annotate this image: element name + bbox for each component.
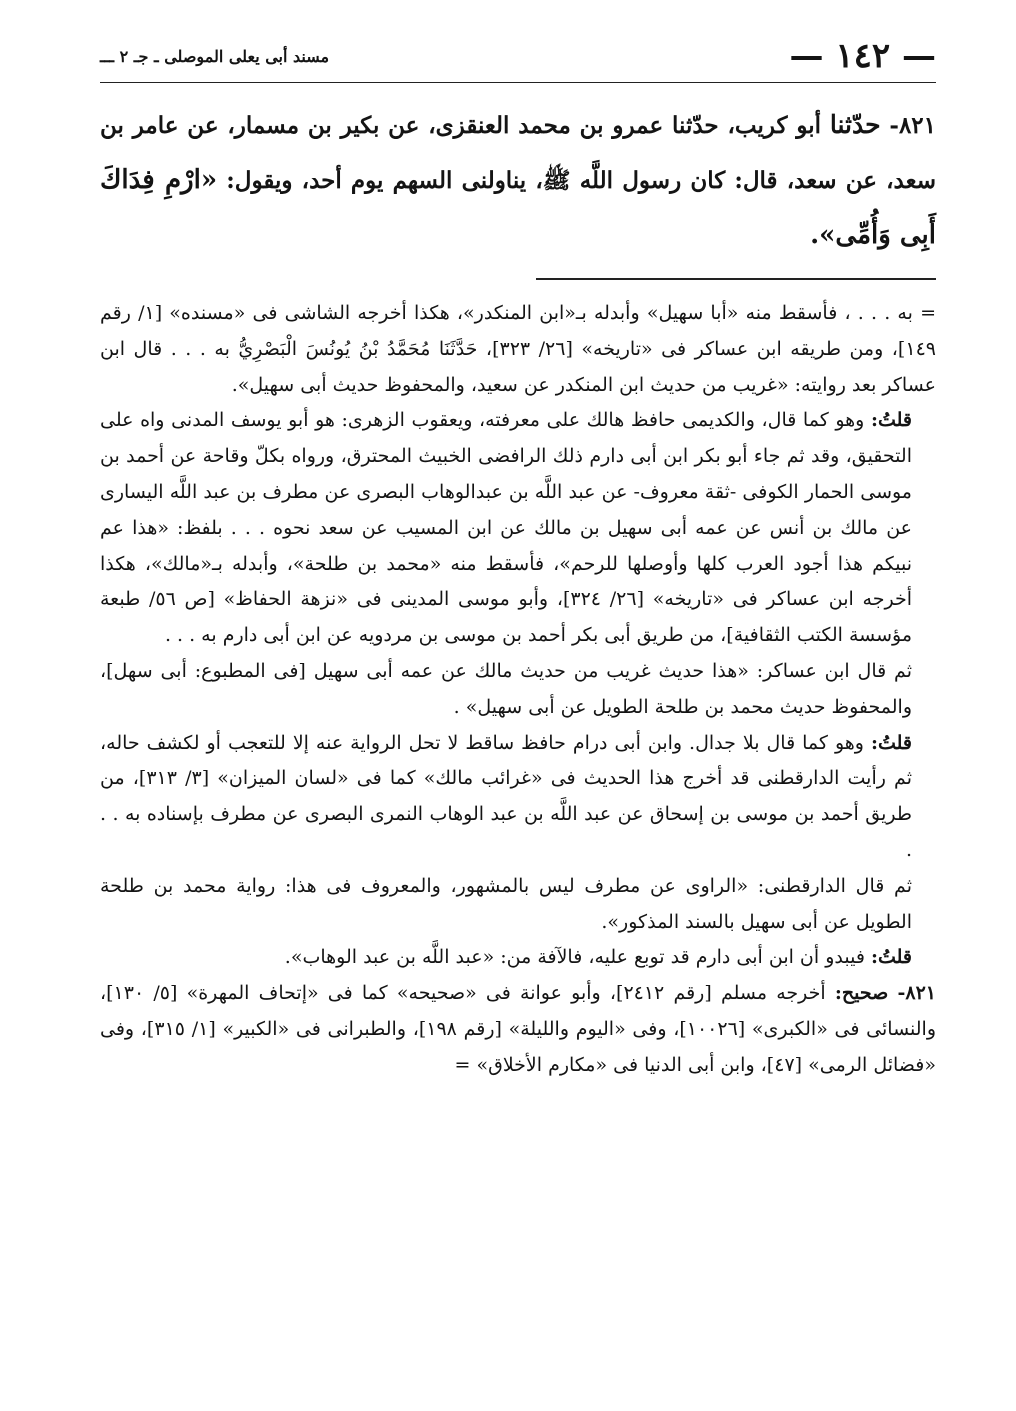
footnote-paragraph: = به . . . ، فأسقط منه «أبا سهيل» وأبدله بـ«ابن المنكدر»، هكذا أخرجه الشاشى فى «مسنده» [١/ رقم ١٤٩]، ومن طريقه ابن عساكر فى «تاريخه» [٢٦/ ٣٢٣]، حَدَّثَنَا مُحَمَّدُ بْنُ يُونُسَ الْبَصْرِيُّ به . . . قال ابن عساكر بعد روايته: «غريب من حديث ابن المنكدر عن سعيد، والمحفوظ حديث أبى سهيل». xyxy=(100,302,936,396)
footnote-text: وهو كما قال، والكديمى حافظ هالك على معرفته، ويعقوب الزهرى: هو أبو يوسف المدنى واه على التحقيق، وقد ثم جاء أبو بكر ابن أبى دارم ذلك الرافضى الخبيث المحترق، ورواه بكلّ وقاحة عن أحمد بن موسى الحمار الكوفى -ثقة معروف- عن عبد اللَّه بن عبدالوهاب البصرى عن مطرف بن عبد اللَّه اليسارى عن مالك بن أنس عن عمه أبى سهيل بن مالك عن ابن المسيب عن سعد نحوه . . . بلفظ: «هذا عم نبيكم هذا أجود العرب كلها وأوصلها للرحم»، فأسقط منه «محمد بن طلحة»، وأبدله بـ«مالك»، هكذا أخرجه ابن عساكر فى «تاريخه» [٢٦/ ٣٢٤]، وأبو موسى المدينى فى «نزهة الحفاظ» [ص ٥٦/ طبعة مؤسسة الكتب الثقافية]، من طريق أبى بكر أحمد بن موسى بن مردويه عن ابن أبى دارم به . . . xyxy=(100,409,912,647)
page xyxy=(100,30,936,1390)
footnote-separator xyxy=(536,278,936,280)
hadith-body: أبو كريب، حدّثنا عمرو بن محمد العنقزى، عن بكير بن مسمار، عن عامر بن سعد، عن سعد، قال: كان رسول اللَّه ﷺ، يناولنى السهم يوم أحد، ويقول: xyxy=(100,112,936,194)
footnote-paragraph xyxy=(100,403,936,654)
qult-label: قلتُ: xyxy=(870,946,912,969)
footnote-text: أخرجه مسلم [رقم ٢٤١٢]، وأبو عوانة فى «صحيحه» كما فى «إتحاف المهرة» [٥/ ١٣٠]، والنسائى فى «الكبرى» [١٠٠٢٦]، وفى «اليوم والليلة» [رقم ١٩٨]، والطبرانى فى «الكبير» [١/ ٣١٥]، وفى «فضائل الرمى» [٤٧]، وابن أبى الدنيا فى «مكارم الأخلاق» = xyxy=(100,982,936,1076)
hadith-number: ٨٢١- xyxy=(889,112,937,139)
footnote-text: فيبدو أن ابن أبى دارم قد توبع عليه، فالآفة من: «عبد اللَّه بن عبد الوهاب». xyxy=(284,946,865,969)
footnote-paragraph xyxy=(100,726,936,869)
footnote-paragraph: ثم قال ابن عساكر: «هذا حديث غريب من حديث مالك عن عمه أبى سهيل [فى المطبوع: أبى سهل]، والمحفوظ حديث محمد بن طلحة الطويل عن أبى سهيل» . xyxy=(100,659,912,718)
footnotes xyxy=(100,296,936,1084)
hadith-quote: «ارْمِ فِدَاكَ أَبِى وَأُمِّى». xyxy=(100,165,936,250)
footnote-paragraph: ثم قال الدارقطنى: «الراوى عن مطرف ليس بالمشهور، والمعروف فى هذا: رواية محمد بن طلحة الطويل عن أبى سهيل بالسند المذكور». xyxy=(100,874,912,933)
page-number: — ١٤٢ — xyxy=(789,36,936,76)
qult-label: قلتُ: xyxy=(870,731,912,754)
footnote-text: وهو كما قال بلا جدال. وابن أبى درام حافظ ساقط لا تحل الرواية عنه إلا للتعجب أو لكشف حاله، ثم رأيت الدارقطنى قد أخرج هذا الحديث فى «غرائب مالك» كما فى «لسان الميزان» [٣/ ٣١٣]، من طريق أحمد بن موسى بن إسحاق عن عبد اللَّه بن عبد الوهاب النمرى البصرى عن مطرف بإسناده به . . . xyxy=(100,731,912,861)
hadith-text xyxy=(100,98,936,263)
footnote-paragraph xyxy=(100,976,936,1083)
running-title: مسند أبى يعلى الموصلى ـ جـ ٢ ـــ xyxy=(100,46,330,66)
footnote-number: ٨٢١- xyxy=(897,982,936,1005)
page-header xyxy=(100,30,936,83)
qult-label: قلتُ: xyxy=(870,409,913,432)
hadith-lead-word: حدّثنا xyxy=(829,110,881,139)
footnote-paragraph xyxy=(100,940,936,976)
grade-label: صحيح: xyxy=(834,982,889,1005)
